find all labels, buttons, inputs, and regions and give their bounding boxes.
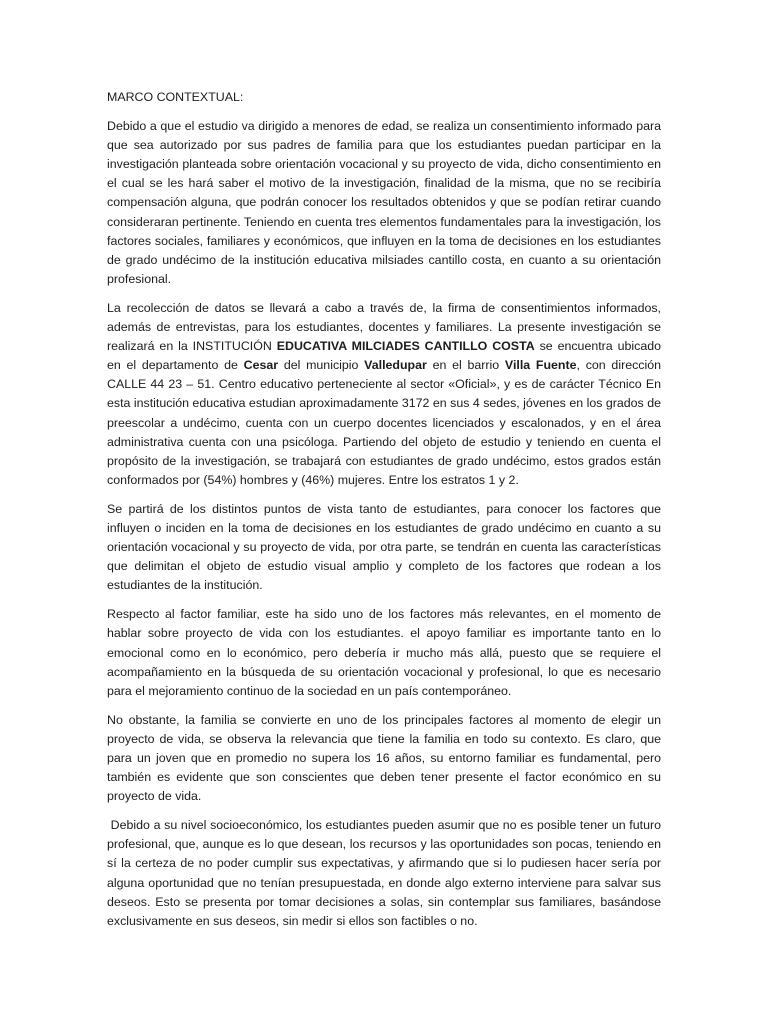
section-heading: MARCO CONTEXTUAL: [107, 90, 244, 104]
neighborhood-name: Villa Fuente [504, 358, 577, 373]
paragraph-viewpoints: Se partirá de los distintos puntos de vista tanto de estudiantes, para conocer los factores que influyen o inciden en la toma de decisiones en los estudiantes de grado undécimo en cuanto a su orientación vocacional y su proyecto de vida, por otra parte, se tendrán en cuenta las características que delimitan el objeto de estudio visual amplio y completo de los factores que rodean a los estudiantes de la institución. [107, 501, 661, 593]
department-name: Cesar [243, 358, 279, 373]
p2-text-3: del municipio [278, 358, 365, 373]
p2-text-2: se encuentra ubicado en el departamento de [107, 339, 661, 373]
document-page [107, 88, 665, 941]
paragraph-socioeconomic: Debido a su nivel socioeconómico, los estudiantes pueden asumir que no es posible tener un futuro profesional, que, aunque es lo que desean, los recursos y las oportunidades son pocas, teniendo en sí la certeza de no poder cumplir sus expectativas, y afirmando que si lo pudiesen hacer sería por alguna oportunidad que no tenían presupuestada, en donde algo externo interviene para salvar sus deseos. Esto se presenta por tomar decisiones a solas, sin contemplar sus familiares, basándose exclusivamente en sus deseos, sin medir si ellos son factibles o no. [107, 818, 665, 928]
paragraph-family-relevance: No obstante, la familia se convierte en uno de los principales factores al momento de elegir un proyecto de vida, se observa la relevancia que tiene la familia en todo su contexto. Es claro, que para un joven que en promedio no supera los 16 años, su entorno familiar es fundamental, pero también es evidente que son conscientes que deben tener presente el factor económico en su proyecto de vida. [107, 712, 661, 804]
paragraph-family-factor: Respecto al factor familiar, este ha sido uno de los factores más relevantes, en el momento de hablar sobre proyecto de vida con los estudiantes. el apoyo familiar es importante tanto en lo emocional como en lo económico, pero debería ir mucho más allá, puesto que se requiere el acompañamiento en la búsqueda de su orientación vocacional y profesional, lo que es necesario para el mejoramiento continuo de la sociedad en un país contemporáneo. [107, 607, 661, 698]
paragraph-data-collection [107, 299, 661, 490]
paragraph-consent: Debido a que el estudio va dirigido a menores de edad, se realiza un consentimiento informado para que sea autorizado por sus padres de familia para que los estudiantes puedan participar en la investigación planteada sobre orientación vocacional y su proyecto de vida, dicho consentimiento en el cual se les hará saber el motivo de la investigación, finalidad de la misma, que no se recibiría compensación alguna, que podrán conocer los resultados obtenidos y que se podían retirar cuando consideraran pertinente. Teniendo en cuenta tres elementos fundamentales para la investigación, los factores sociales, familiares y económicos, que influyen en la toma de decisiones en los estudiantes de grado undécimo de la institución educativa milsiades cantillo costa, en cuanto a su orientación profesional. [107, 119, 661, 286]
municipality-name: Valledupar [364, 358, 427, 373]
p2-text-1: La recolección de datos se llevará a cabo a través de, la firma de consentimientos informados, además de entrevistas, para los estudiantes, docentes y familiares. La presente investigación se realizará en la INSTITUCIÓN [107, 300, 661, 354]
institution-name: EDUCATIVA MILCIADES CANTILLO COSTA [276, 339, 535, 354]
p2-text-5: , con dirección CALLE 44 23 – 51. Centro educativo perteneciente al sector «Oficial», y es de carácter Técnico En esta institución educativa estudian aproximadamente 3172 en sus 4 sedes, jóvenes en los grados de preescolar a undécimo, cuenta con un cuerpo docentes licenciados y escalonados, y en el área administrativa cuenta con una psicóloga. Partiendo del objeto de estudio y teniendo en cuenta el propósito de la investigación, se trabajará con estudiantes de grado undécimo, estos grados están conformados por (54%) hombres y (46%) mujeres. Entre los estratos 1 y 2. [107, 358, 662, 487]
p2-text-4: en el barrio [426, 358, 505, 373]
